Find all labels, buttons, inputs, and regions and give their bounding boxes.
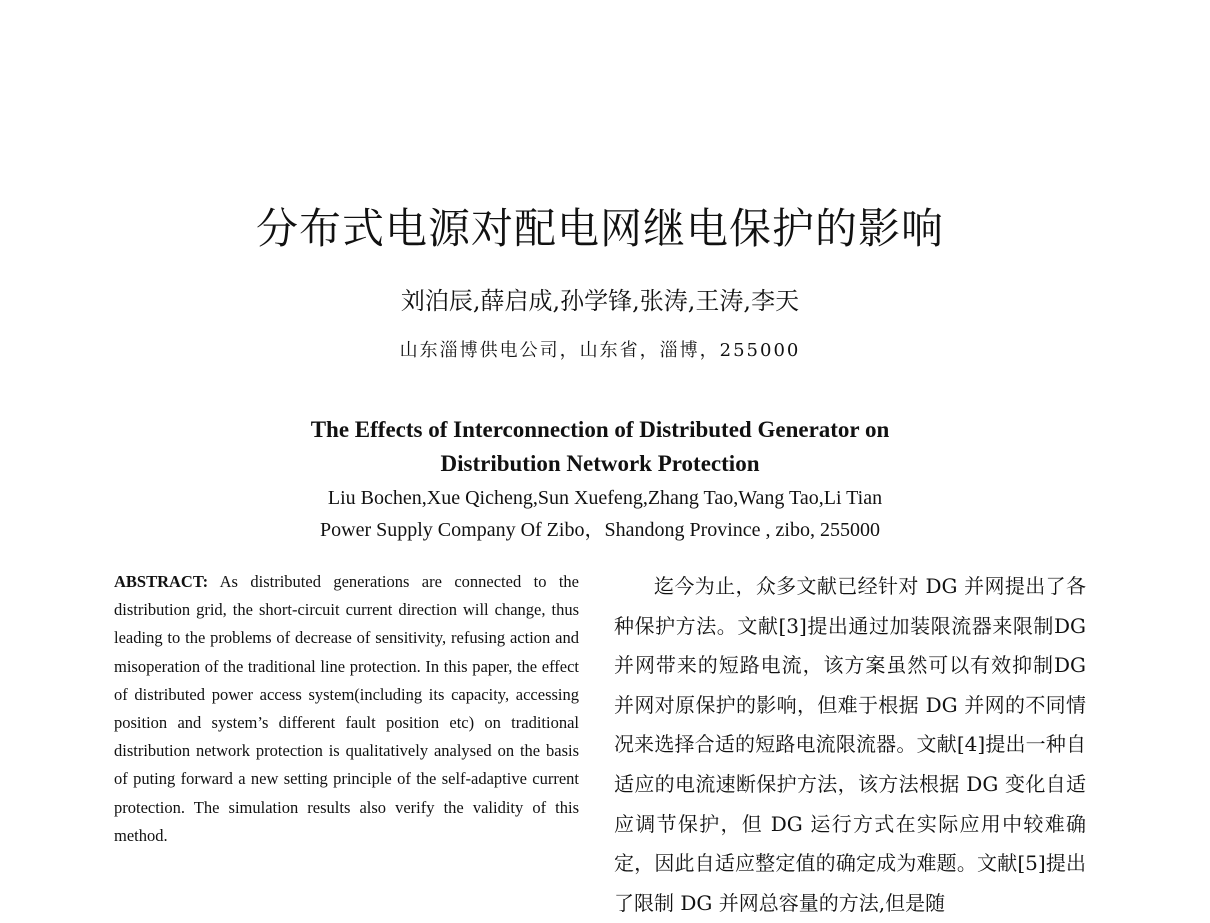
abstract-text: As distributed generations are connected to the distribution grid, the short-circuit current direction will change, thus leading to the problems of decrease of sensitivity, refusing action and misoperation of the traditional line protection. In this paper, the effect of distributed power access system(including its capacity, accessing position and system’s different fault position etc) on traditional distribution network protection is qualitatively analysed on the basis of puting forward a new setting principle of the self-adaptive current protection. The simulation results also verify the validity of this method. (114, 572, 580, 845)
title-chinese: 分布式电源对配电网继电保护的影响 (255, 204, 944, 253)
title-english: The Effects of Interconnection of Distributed Generator on Distribution Network Protection (310, 417, 890, 476)
body-column-right (614, 567, 1086, 915)
authors-english: Liu Bochen,Xue Qicheng,Sun Xuefeng,Zhang Tao,Wang Tao,Li Tian (327, 487, 883, 509)
abstract-label: ABSTRACT: (114, 572, 209, 591)
affiliation-english: Power Supply Company Of Zibo，Shandong Province , zibo, 255000 (320, 519, 880, 541)
abstract (114, 568, 579, 850)
affiliation-chinese: 山东淄博供电公司，山东省，淄博，255000 (399, 340, 801, 361)
body-paragraph: 迄今为止，众多文献已经针对 DG 并网提出了各种保护方法。文献[3]提出通过加装限流器来限制DG 并网带来的短路电流，该方案虽然可以有效抑制DG 并网对原保护的影响，但难于根据 DG 并网的不同情况来选择合适的短路电流限流器。文献[4]提出一种自适应的电流速断保护方法，该方法根据 DG 变化自适应调节保护，但 DG 运行方式在实际应用中较难确定，因此自适应整定值的确定成为难题。文献[5]提出了限制 DG 并网总容量的方法,但是随 (614, 574, 1086, 915)
authors-chinese: 刘泊辰,薛启成,孙学锋,张涛,王涛,李天 (400, 287, 800, 315)
